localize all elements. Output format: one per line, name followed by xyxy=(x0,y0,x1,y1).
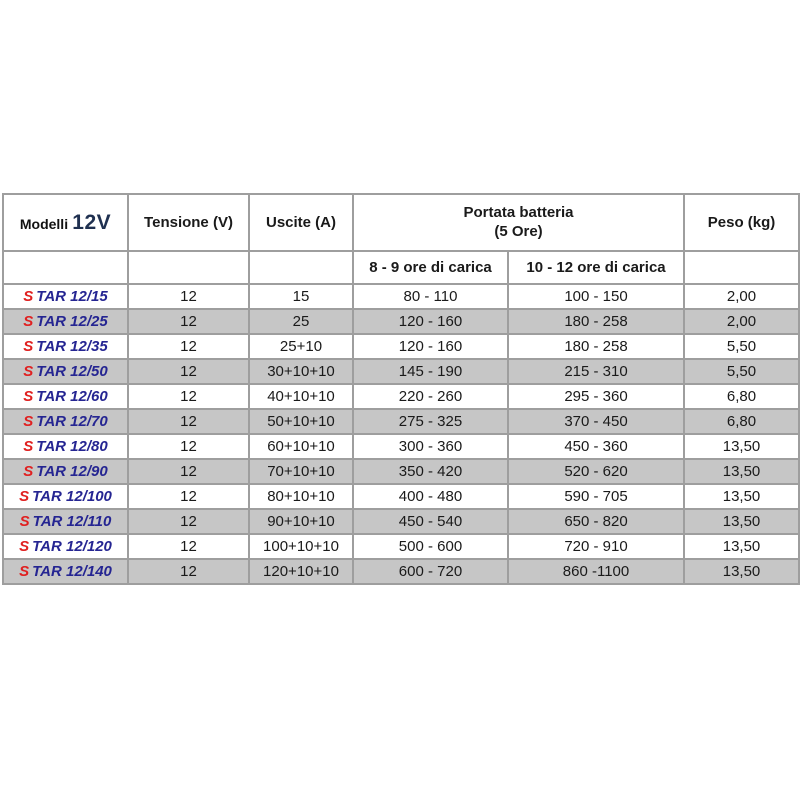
model-prefix-letter: S xyxy=(23,388,34,405)
subheader-cell-empty-peso xyxy=(684,251,799,284)
carica-8-9-cell: 275 - 325 xyxy=(353,409,508,434)
uscite-cell: 25 xyxy=(249,309,353,334)
peso-cell: 13,50 xyxy=(684,534,799,559)
peso-cell: 5,50 xyxy=(684,359,799,384)
table-row xyxy=(3,534,799,559)
header-cell-peso: Peso (kg) xyxy=(684,194,799,251)
voltage-12v-label: 12V xyxy=(72,210,112,234)
tensione-cell: 12 xyxy=(128,334,249,359)
model-name-label: TAR 12/80 xyxy=(36,438,108,455)
table-head-rows xyxy=(3,194,799,284)
model-name-label: TAR 12/50 xyxy=(36,363,108,380)
model-name-cell xyxy=(3,509,128,534)
model-name-label: TAR 12/60 xyxy=(36,388,108,405)
header-cell-portata xyxy=(353,194,684,251)
table-row xyxy=(3,559,799,584)
peso-cell: 13,50 xyxy=(684,459,799,484)
model-prefix-letter: S xyxy=(23,338,34,355)
carica-10-12-cell: 720 - 910 xyxy=(508,534,684,559)
model-name-cell xyxy=(3,384,128,409)
uscite-cell: 40+10+10 xyxy=(249,384,353,409)
model-prefix-letter: S xyxy=(23,463,34,480)
carica-10-12-cell: 860 -1100 xyxy=(508,559,684,584)
tensione-cell: 12 xyxy=(128,309,249,334)
peso-cell: 6,80 xyxy=(684,409,799,434)
model-name-label: TAR 12/15 xyxy=(36,288,108,305)
uscite-cell: 25+10 xyxy=(249,334,353,359)
model-name-label: TAR 12/25 xyxy=(36,313,108,330)
table-row xyxy=(3,509,799,534)
table-row xyxy=(3,484,799,509)
uscite-cell: 60+10+10 xyxy=(249,434,353,459)
carica-8-9-cell: 220 - 260 xyxy=(353,384,508,409)
portata-line2: (5 Ore) xyxy=(494,222,543,240)
tensione-cell: 12 xyxy=(128,534,249,559)
model-name-cell xyxy=(3,434,128,459)
model-name-cell xyxy=(3,284,128,309)
model-prefix-letter: S xyxy=(19,563,30,580)
uscite-cell: 50+10+10 xyxy=(249,409,353,434)
carica-10-12-cell: 180 - 258 xyxy=(508,334,684,359)
carica-8-9-cell: 145 - 190 xyxy=(353,359,508,384)
table-row xyxy=(3,459,799,484)
header-cell-uscite: Uscite (A) xyxy=(249,194,353,251)
model-name-cell xyxy=(3,534,128,559)
table-row xyxy=(3,359,799,384)
tensione-cell: 12 xyxy=(128,359,249,384)
model-name-cell xyxy=(3,484,128,509)
tensione-cell: 12 xyxy=(128,484,249,509)
model-name-label: TAR 12/70 xyxy=(36,413,108,430)
peso-cell: 2,00 xyxy=(684,309,799,334)
peso-cell: 13,50 xyxy=(684,509,799,534)
carica-10-12-cell: 370 - 450 xyxy=(508,409,684,434)
modelli-label: Modelli xyxy=(19,215,69,232)
model-prefix-letter: S xyxy=(19,488,30,505)
table-row xyxy=(3,384,799,409)
carica-8-9-cell: 80 - 110 xyxy=(353,284,508,309)
subheader-cell-empty-tensione xyxy=(128,251,249,284)
header-row-sub xyxy=(3,251,799,284)
uscite-cell: 100+10+10 xyxy=(249,534,353,559)
model-name-cell xyxy=(3,309,128,334)
uscite-cell: 120+10+10 xyxy=(249,559,353,584)
carica-8-9-cell: 120 - 160 xyxy=(353,309,508,334)
carica-10-12-cell: 215 - 310 xyxy=(508,359,684,384)
model-name-label: TAR 12/35 xyxy=(36,338,108,355)
carica-8-9-cell: 300 - 360 xyxy=(353,434,508,459)
subheader-cell-carica-10-12: 10 - 12 ore di carica xyxy=(508,251,684,284)
uscite-cell: 30+10+10 xyxy=(249,359,353,384)
model-prefix-letter: S xyxy=(23,438,34,455)
model-name-label: TAR 12/120 xyxy=(32,538,112,555)
carica-8-9-cell: 350 - 420 xyxy=(353,459,508,484)
peso-cell: 13,50 xyxy=(684,559,799,584)
table-row xyxy=(3,409,799,434)
header-row-main xyxy=(3,194,799,251)
uscite-cell: 15 xyxy=(249,284,353,309)
tensione-cell: 12 xyxy=(128,384,249,409)
model-prefix-letter: S xyxy=(23,413,34,430)
subheader-cell-empty-modelli xyxy=(3,251,128,284)
model-name-cell xyxy=(3,409,128,434)
peso-cell: 2,00 xyxy=(684,284,799,309)
model-prefix-letter: S xyxy=(23,363,34,380)
carica-10-12-cell: 650 - 820 xyxy=(508,509,684,534)
peso-cell: 13,50 xyxy=(684,484,799,509)
model-name-cell xyxy=(3,459,128,484)
model-prefix-letter: S xyxy=(23,288,34,305)
uscite-cell: 70+10+10 xyxy=(249,459,353,484)
carica-10-12-cell: 100 - 150 xyxy=(508,284,684,309)
peso-cell: 13,50 xyxy=(684,434,799,459)
uscite-cell: 90+10+10 xyxy=(249,509,353,534)
uscite-cell: 80+10+10 xyxy=(249,484,353,509)
portata-line1: Portata batteria xyxy=(463,203,574,221)
model-name-label: TAR 12/140 xyxy=(32,563,112,580)
carica-8-9-cell: 400 - 480 xyxy=(353,484,508,509)
carica-10-12-cell: 590 - 705 xyxy=(508,484,684,509)
carica-8-9-cell: 120 - 160 xyxy=(353,334,508,359)
model-name-cell xyxy=(3,334,128,359)
peso-cell: 5,50 xyxy=(684,334,799,359)
table-row xyxy=(3,309,799,334)
subheader-cell-empty-uscite xyxy=(249,251,353,284)
model-name-cell xyxy=(3,359,128,384)
peso-cell: 6,80 xyxy=(684,384,799,409)
tensione-cell: 12 xyxy=(128,434,249,459)
model-prefix-letter: S xyxy=(19,538,30,555)
model-name-cell xyxy=(3,559,128,584)
model-prefix-letter: S xyxy=(23,313,34,330)
tensione-cell: 12 xyxy=(128,559,249,584)
header-cell-modelli xyxy=(3,194,128,251)
tensione-cell: 12 xyxy=(128,509,249,534)
carica-8-9-cell: 450 - 540 xyxy=(353,509,508,534)
carica-10-12-cell: 450 - 360 xyxy=(508,434,684,459)
carica-8-9-cell: 500 - 600 xyxy=(353,534,508,559)
header-cell-tensione: Tensione (V) xyxy=(128,194,249,251)
subheader-cell-carica-8-9: 8 - 9 ore di carica xyxy=(353,251,508,284)
model-name-label: TAR 12/100 xyxy=(32,488,112,505)
carica-8-9-cell: 600 - 720 xyxy=(353,559,508,584)
table-body xyxy=(3,284,799,584)
table-row xyxy=(3,334,799,359)
battery-charger-spec-table xyxy=(2,193,800,585)
table-row xyxy=(3,434,799,459)
model-name-label: TAR 12/90 xyxy=(36,463,108,480)
table-row xyxy=(3,284,799,309)
tensione-cell: 12 xyxy=(128,409,249,434)
tensione-cell: 12 xyxy=(128,284,249,309)
model-name-label: TAR 12/110 xyxy=(32,513,112,530)
battery-charger-spec-table-container xyxy=(2,193,800,585)
carica-10-12-cell: 520 - 620 xyxy=(508,459,684,484)
carica-10-12-cell: 180 - 258 xyxy=(508,309,684,334)
tensione-cell: 12 xyxy=(128,459,249,484)
model-prefix-letter: S xyxy=(19,513,30,530)
carica-10-12-cell: 295 - 360 xyxy=(508,384,684,409)
